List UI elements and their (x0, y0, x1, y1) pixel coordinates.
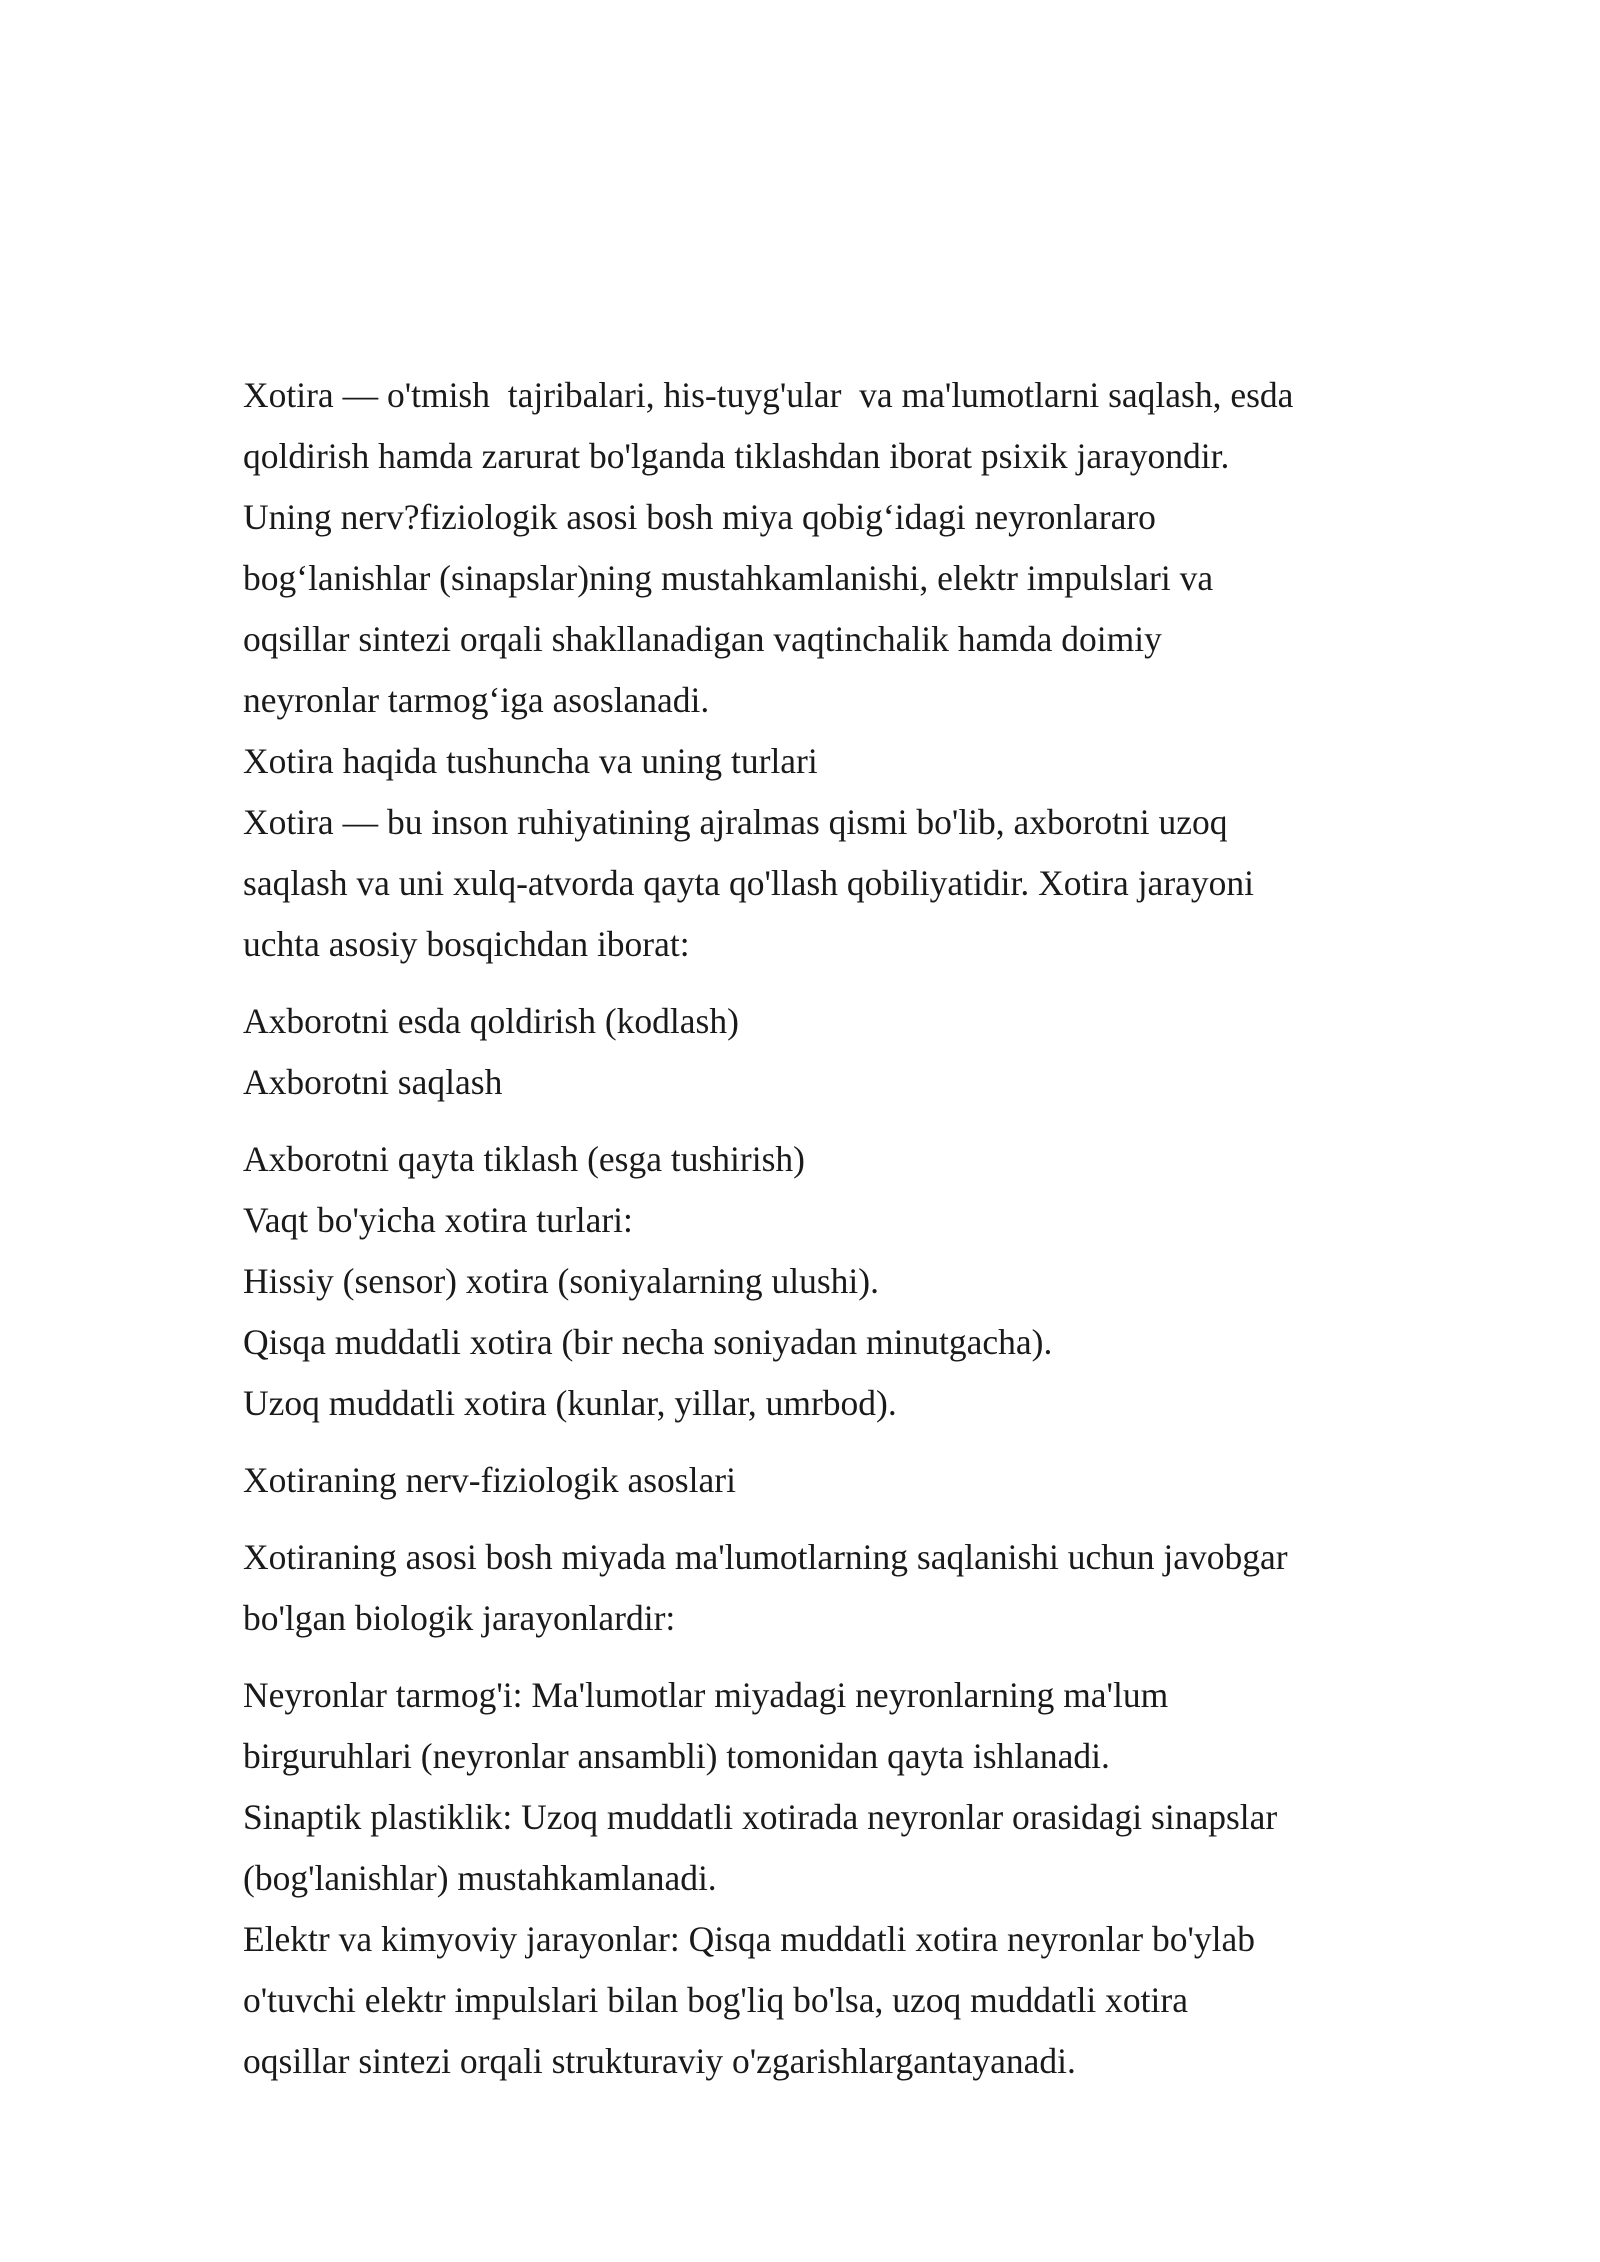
paragraph-line: qoldirish hamda zarurat bo'lganda tiklashdan iborat psixik jarayondir. (243, 436, 1230, 476)
list-item: o'tuvchi elektr impulslari bilan bog'liq bo'lsa, uzoq muddatli xotira (243, 1980, 1188, 2020)
paragraph-line: bo'lgan biologik jarayonlardir: (243, 1598, 676, 1638)
paragraph-line: uchta asosiy bosqichdan iborat: (243, 924, 690, 964)
list-item: Neyronlar tarmog'i: Ma'lumotlar miyadagi neyronlarning ma'lum (243, 1675, 1169, 1715)
list-item: Uzoq muddatli xotira (kunlar, yillar, umrbod). (243, 1383, 897, 1423)
section-heading: Xotiraning nerv-fiziologik asoslari (243, 1460, 736, 1500)
list-item: Elektr va kimyoviy jarayonlar: Qisqa muddatli xotira neyronlar bo'ylab (243, 1919, 1255, 1959)
paragraph-line: bog‘lanishlar (sinapslar)ning mustahkamlanishi, elektr impulslari va (243, 558, 1214, 598)
list-item: Axborotni saqlash (243, 1062, 503, 1102)
list-item: Qisqa muddatli xotira (bir necha soniyadan minutgacha). (243, 1322, 1053, 1362)
list-item: Axborotni qayta tiklash (esga tushirish) (243, 1139, 805, 1179)
paragraph-line: neyronlar tarmog‘iga asoslanadi. (243, 680, 710, 720)
paragraph-line: saqlash va uni xulq-atvorda qayta qo'llash qobiliyatidir. Xotira jarayoni (243, 863, 1255, 903)
list-item: (bog'lanishlar) mustahkamlanadi. (243, 1858, 717, 1898)
list-heading: Vaqt bo'yicha xotira turlari: (243, 1200, 633, 1240)
list-item: oqsillar sintezi orqali strukturaviy o'zgarishlargantayanadi. (243, 2041, 1076, 2081)
document-body (243, 365, 1383, 2092)
list-item: Axborotni esda qoldirish (kodlash) (243, 1001, 739, 1041)
list-item: birguruhlari (neyronlar ansambli) tomonidan qayta ishlanadi. (243, 1736, 1110, 1776)
paragraph-line: Xotira — bu inson ruhiyatining ajralmas qismi bo'lib, axborotni uzoq (243, 802, 1228, 842)
section-heading: Xotira haqida tushuncha va uning turlari (243, 741, 818, 781)
paragraph-line: Xotira — o'tmish tajribalari, his-tuyg'ular va ma'lumotlarni saqlash, esda (243, 375, 1294, 415)
list-item: Sinaptik plastiklik: Uzoq muddatli xotirada neyronlar orasidagi sinapslar (243, 1797, 1278, 1837)
list-item: Hissiy (sensor) xotira (soniyalarning ulushi). (243, 1261, 879, 1301)
paragraph-line: oqsillar sintezi orqali shakllanadigan vaqtinchalik hamda doimiy (243, 619, 1162, 659)
paragraph-line: Xotiraning asosi bosh miyada ma'lumotlarning saqlanishi uchun javobgar (243, 1537, 1288, 1577)
paragraph-line: Uning nerv?fiziologik asosi bosh miya qobig‘idagi neyronlararo (243, 497, 1156, 537)
